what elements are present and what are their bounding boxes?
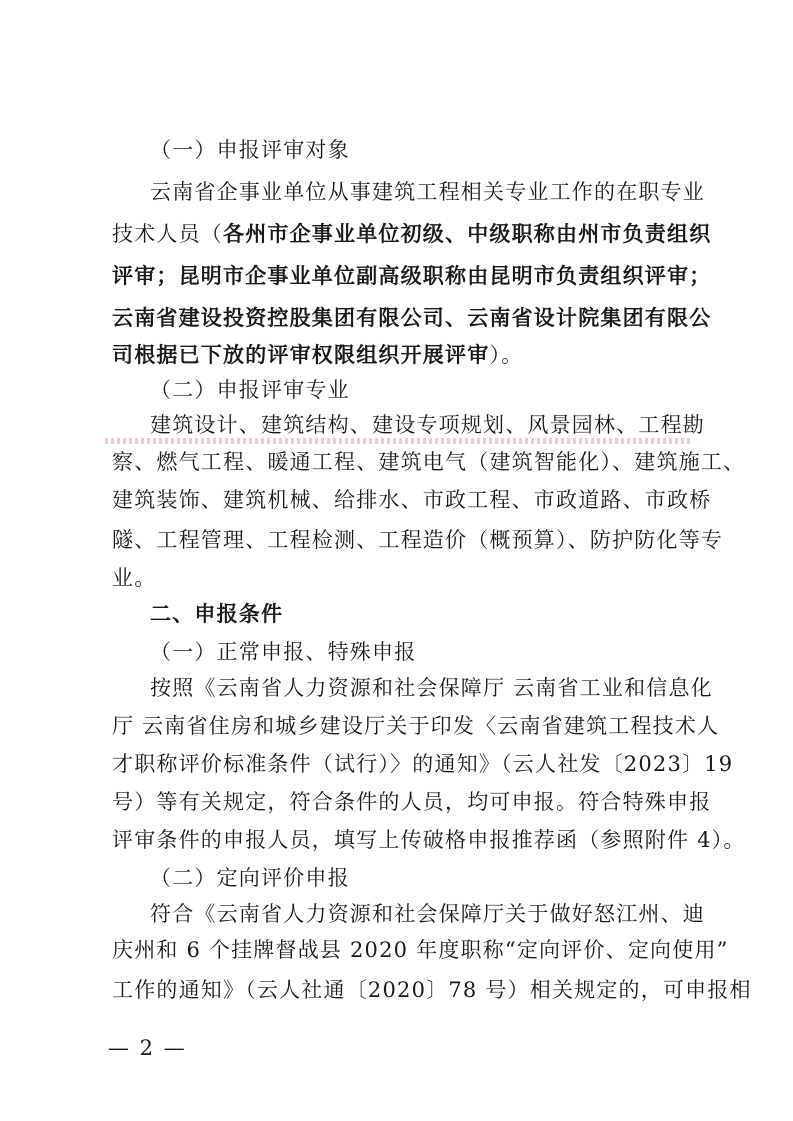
paragraph-line: 隧、工程管理、工程检测、工程造价（概预算）、防护防化等专 (112, 528, 724, 552)
paragraph-line: 符合《云南省人力资源和社会保障厅关于做好怒江州、迪 (150, 902, 705, 926)
heading-apply-major: （二）申报评审专业 (150, 378, 350, 402)
bold-text-span: 司根据已下放的评审权限组织开展评审 (112, 342, 490, 367)
bold-text-span: 各州市企事业单位初级、中级职称由州市负责组织 (223, 221, 712, 246)
text-span: ）。 (489, 343, 524, 367)
section-heading-conditions: 二、申报条件 (150, 601, 284, 626)
paragraph-line: 庆州和 6 个挂牌督战县 2020 年度职称“定向评价、定向使用” (112, 938, 729, 962)
paragraph-line-bold: 云南省建设投资控股集团有限公司、云南省设计院集团有限公 (112, 305, 712, 330)
text-span: 技术人员（ (112, 222, 223, 246)
heading-normal-special: （一）正常申报、特殊申报 (150, 640, 417, 664)
paragraph-line: 云南省企事业单位从事建筑工程相关专业工作的在职专业 (150, 180, 705, 204)
paragraph-line (112, 220, 712, 248)
paragraph-line (112, 341, 523, 369)
heading-apply-target: （一）申报评审对象 (150, 138, 350, 162)
paragraph-line: 才职称评价标准条件（试行）〉的通知》（云人社发〔2023〕19 (112, 752, 734, 776)
paragraph-line: 建筑装饰、建筑机械、给排水、市政工程、市政道路、市政桥 (112, 488, 712, 512)
paragraph-line: 察、燃气工程、暖通工程、建筑电气（建筑智能化）、建筑施工、 (112, 450, 746, 474)
paragraph-line: 业。 (112, 566, 157, 590)
page-number: — 2 — (108, 1036, 187, 1060)
paragraph-line: 工作的通知》（云人社通〔2020〕78 号）相关规定的，可申报相 (112, 978, 752, 1002)
paragraph-line: 厅 云南省住房和城乡建设厅关于印发〈云南省建筑工程技术人 (112, 714, 720, 738)
paragraph-line: 评审条件的申报人员，填写上传破格申报推荐函（参照附件 4）。 (112, 828, 746, 852)
paragraph-line: 建筑设计、建筑结构、建设专项规划、风景园林、工程勘 (150, 413, 705, 437)
heading-directed-evaluation: （二）定向评价申报 (150, 866, 350, 890)
paragraph-line-bold: 评审；昆明市企事业单位副高级职称由昆明市负责组织评审； (112, 263, 712, 288)
paragraph-line: 按照《云南省人力资源和社会保障厅 云南省工业和信息化 (150, 676, 713, 700)
paragraph-line: 号）等有关规定，符合条件的人员，均可申报。符合特殊申报 (112, 790, 712, 814)
